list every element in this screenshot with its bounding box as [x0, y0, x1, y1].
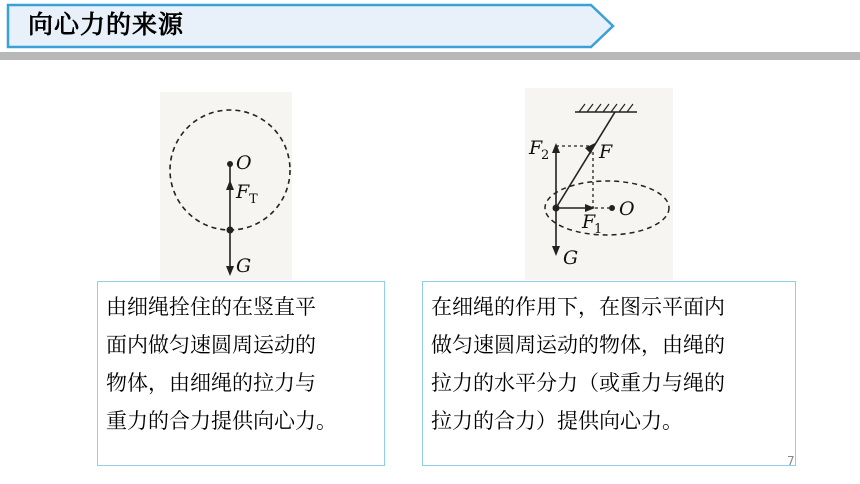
label-o: O [236, 152, 252, 174]
label-f1: F [582, 211, 596, 233]
title-banner [6, 3, 616, 49]
label-f1-sub: 1 [594, 222, 603, 237]
label-g: G [563, 247, 579, 269]
label-f2-sub: 2 [541, 148, 550, 163]
label-g: G [236, 255, 252, 277]
center-point [227, 161, 233, 167]
figure-vertical-circle [160, 92, 292, 280]
figure-conical-pendulum [525, 88, 673, 280]
header-divider [0, 52, 860, 60]
slide-title: 向心力的来源 [28, 10, 185, 39]
page-number: 7 [787, 454, 795, 468]
caption-left: 由细绳拴住的在竖直平 面内做匀速圆周运动的 物体，由细绳的拉力与 重力的合力提供向心力。 [97, 281, 385, 466]
label-f2: F [529, 137, 543, 159]
label-o: O [619, 198, 635, 220]
conical-pendulum-diagram [525, 88, 673, 280]
vertical-circle-diagram [160, 92, 292, 280]
orbit-center-point [609, 205, 615, 211]
label-ft-sub: T [249, 192, 258, 207]
caption-right: 在细绳的作用下，在图示平面内 做匀速圆周运动的物体，由绳的 拉力的水平分力（或重力与绳的 拉力的合力）提供向心力。 [422, 281, 796, 466]
label-f: F [599, 141, 613, 163]
label-ft: F [236, 181, 250, 203]
